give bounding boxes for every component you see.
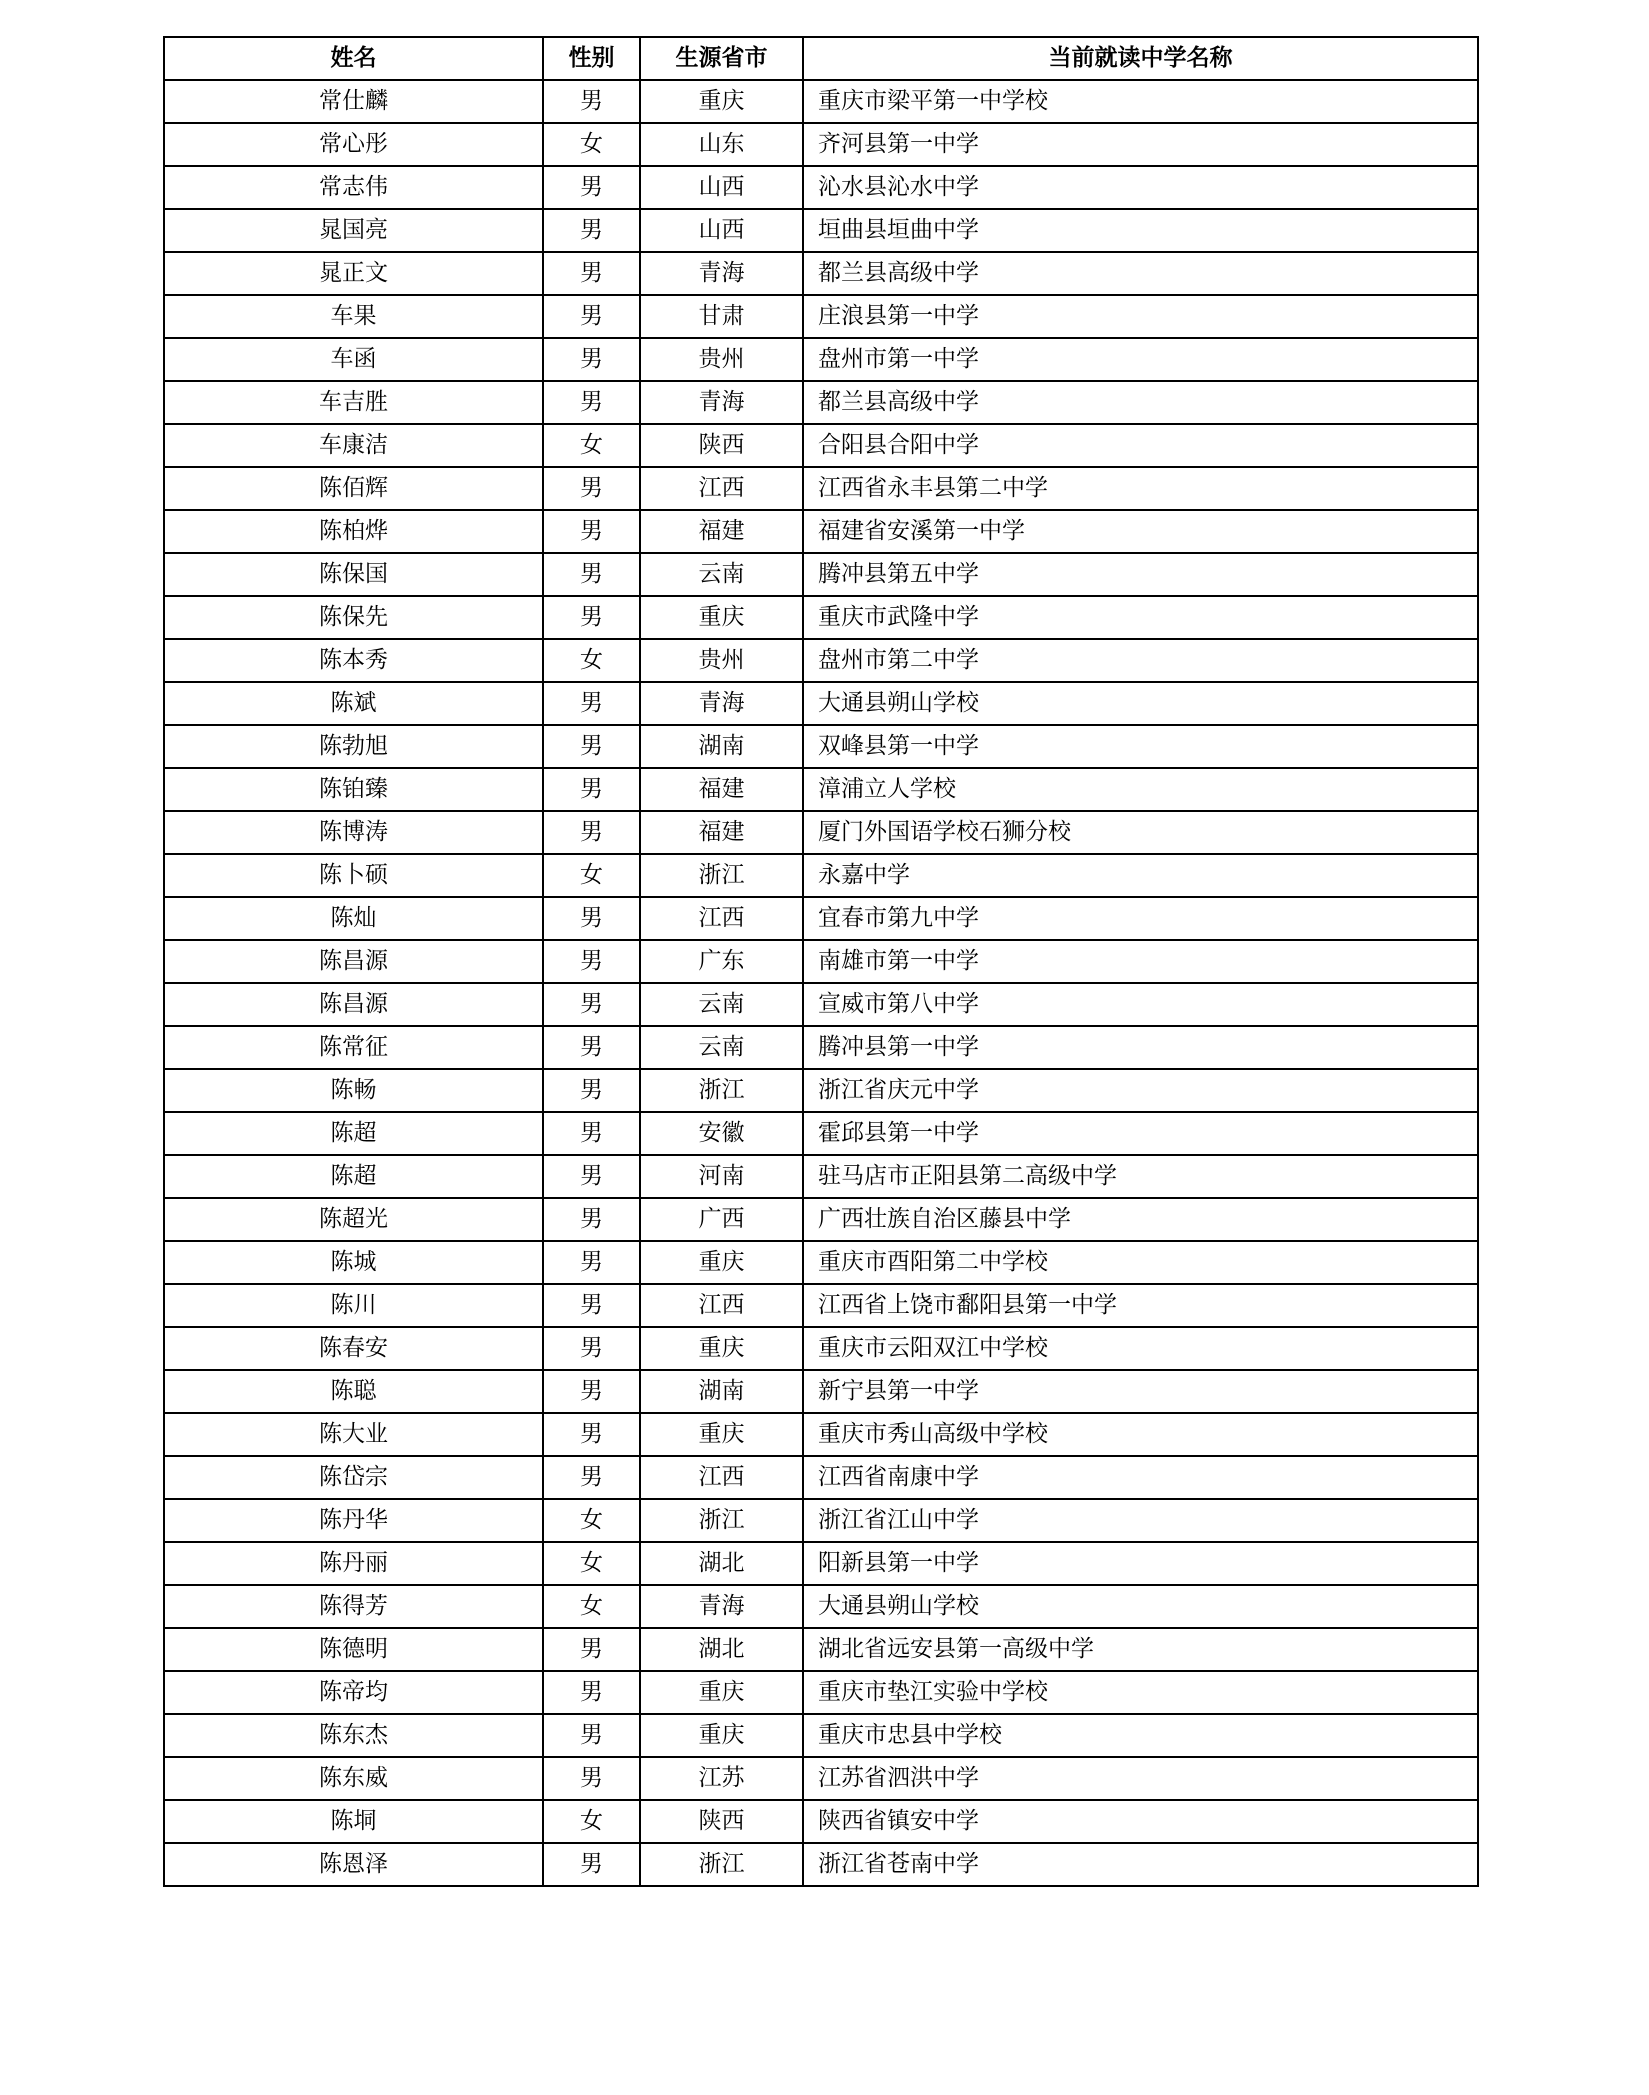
cell-school: 宣威市第八中学 [803, 983, 1478, 1026]
cell-school: 都兰县高级中学 [803, 252, 1478, 295]
table-row [164, 1112, 1478, 1155]
cell-school: 驻马店市正阳县第二高级中学 [803, 1155, 1478, 1198]
header-gender: 性别 [543, 37, 640, 80]
cell-province: 浙江 [640, 1069, 803, 1112]
cell-name: 常心彤 [164, 123, 543, 166]
cell-gender: 男 [543, 338, 640, 381]
cell-province: 重庆 [640, 1413, 803, 1456]
table-row [164, 1413, 1478, 1456]
cell-gender: 男 [543, 596, 640, 639]
cell-name: 陈昌源 [164, 983, 543, 1026]
cell-gender: 男 [543, 510, 640, 553]
table-row [164, 682, 1478, 725]
cell-school: 双峰县第一中学 [803, 725, 1478, 768]
cell-gender: 男 [543, 1628, 640, 1671]
cell-province: 安徽 [640, 1112, 803, 1155]
cell-name: 车函 [164, 338, 543, 381]
table-row [164, 553, 1478, 596]
cell-province: 湖北 [640, 1628, 803, 1671]
table-row [164, 1628, 1478, 1671]
table-row [164, 1714, 1478, 1757]
cell-name: 陈帝均 [164, 1671, 543, 1714]
cell-name: 陈常征 [164, 1026, 543, 1069]
cell-school: 都兰县高级中学 [803, 381, 1478, 424]
cell-name: 陈本秀 [164, 639, 543, 682]
cell-name: 陈勃旭 [164, 725, 543, 768]
cell-name: 晁正文 [164, 252, 543, 295]
cell-name: 陈城 [164, 1241, 543, 1284]
cell-school: 宜春市第九中学 [803, 897, 1478, 940]
cell-name: 陈灿 [164, 897, 543, 940]
cell-name: 陈超 [164, 1112, 543, 1155]
table-row [164, 1327, 1478, 1370]
cell-school: 湖北省远安县第一高级中学 [803, 1628, 1478, 1671]
cell-province: 青海 [640, 381, 803, 424]
cell-gender: 男 [543, 1198, 640, 1241]
table-row [164, 768, 1478, 811]
cell-gender: 男 [543, 80, 640, 123]
cell-province: 广西 [640, 1198, 803, 1241]
cell-province: 江西 [640, 1456, 803, 1499]
table-row [164, 467, 1478, 510]
cell-province: 重庆 [640, 80, 803, 123]
cell-school: 腾冲县第五中学 [803, 553, 1478, 596]
cell-name: 陈铂臻 [164, 768, 543, 811]
cell-school: 漳浦立人学校 [803, 768, 1478, 811]
table-row [164, 166, 1478, 209]
cell-province: 浙江 [640, 1843, 803, 1886]
cell-gender: 女 [543, 1499, 640, 1542]
table-row [164, 1456, 1478, 1499]
cell-province: 贵州 [640, 338, 803, 381]
cell-school: 重庆市忠县中学校 [803, 1714, 1478, 1757]
table-row [164, 940, 1478, 983]
cell-province: 云南 [640, 983, 803, 1026]
cell-school: 浙江省苍南中学 [803, 1843, 1478, 1886]
cell-name: 陈岱宗 [164, 1456, 543, 1499]
cell-school: 重庆市酉阳第二中学校 [803, 1241, 1478, 1284]
header-name: 姓名 [164, 37, 543, 80]
table-row [164, 1671, 1478, 1714]
cell-school: 陕西省镇安中学 [803, 1800, 1478, 1843]
cell-name: 陈昌源 [164, 940, 543, 983]
cell-name: 陈恩泽 [164, 1843, 543, 1886]
cell-school: 重庆市云阳双江中学校 [803, 1327, 1478, 1370]
cell-province: 重庆 [640, 1714, 803, 1757]
cell-school: 盘州市第二中学 [803, 639, 1478, 682]
cell-province: 山西 [640, 209, 803, 252]
cell-name: 陈斌 [164, 682, 543, 725]
cell-province: 湖南 [640, 1370, 803, 1413]
cell-gender: 男 [543, 209, 640, 252]
cell-name: 陈得芳 [164, 1585, 543, 1628]
cell-name: 晁国亮 [164, 209, 543, 252]
cell-gender: 男 [543, 1370, 640, 1413]
table-row [164, 983, 1478, 1026]
table-row [164, 1757, 1478, 1800]
cell-gender: 女 [543, 854, 640, 897]
cell-name: 车吉胜 [164, 381, 543, 424]
table-row [164, 596, 1478, 639]
cell-province: 湖北 [640, 1542, 803, 1585]
cell-gender: 男 [543, 1714, 640, 1757]
cell-name: 陈超 [164, 1155, 543, 1198]
cell-school: 垣曲县垣曲中学 [803, 209, 1478, 252]
table-row [164, 1155, 1478, 1198]
cell-gender: 男 [543, 1069, 640, 1112]
cell-province: 江西 [640, 1284, 803, 1327]
cell-province: 重庆 [640, 1671, 803, 1714]
cell-name: 常仕麟 [164, 80, 543, 123]
cell-name: 陈保先 [164, 596, 543, 639]
header-school: 当前就读中学名称 [803, 37, 1478, 80]
cell-gender: 男 [543, 467, 640, 510]
cell-name: 陈垌 [164, 1800, 543, 1843]
table-row [164, 725, 1478, 768]
cell-gender: 女 [543, 424, 640, 467]
table-row [164, 209, 1478, 252]
cell-gender: 男 [543, 682, 640, 725]
cell-school: 合阳县合阳中学 [803, 424, 1478, 467]
cell-province: 湖南 [640, 725, 803, 768]
cell-school: 福建省安溪第一中学 [803, 510, 1478, 553]
table-row [164, 424, 1478, 467]
cell-province: 重庆 [640, 1241, 803, 1284]
cell-gender: 女 [543, 1542, 640, 1585]
cell-school: 齐河县第一中学 [803, 123, 1478, 166]
cell-name: 陈大业 [164, 1413, 543, 1456]
cell-name: 陈佰辉 [164, 467, 543, 510]
cell-school: 新宁县第一中学 [803, 1370, 1478, 1413]
cell-gender: 男 [543, 381, 640, 424]
table-row [164, 897, 1478, 940]
cell-name: 陈东威 [164, 1757, 543, 1800]
cell-province: 河南 [640, 1155, 803, 1198]
table-row [164, 1843, 1478, 1886]
cell-gender: 男 [543, 1112, 640, 1155]
cell-gender: 男 [543, 897, 640, 940]
cell-province: 云南 [640, 553, 803, 596]
cell-province: 甘肃 [640, 295, 803, 338]
cell-province: 云南 [640, 1026, 803, 1069]
cell-school: 腾冲县第一中学 [803, 1026, 1478, 1069]
cell-gender: 男 [543, 1155, 640, 1198]
cell-province: 浙江 [640, 854, 803, 897]
table-body [164, 80, 1478, 1886]
table-row [164, 381, 1478, 424]
cell-school: 南雄市第一中学 [803, 940, 1478, 983]
table-row [164, 1241, 1478, 1284]
table-row [164, 510, 1478, 553]
cell-school: 盘州市第一中学 [803, 338, 1478, 381]
cell-province: 青海 [640, 252, 803, 295]
cell-school: 江西省南康中学 [803, 1456, 1478, 1499]
table-row [164, 1198, 1478, 1241]
cell-province: 江西 [640, 897, 803, 940]
cell-province: 江西 [640, 467, 803, 510]
cell-name: 陈丹华 [164, 1499, 543, 1542]
cell-gender: 女 [543, 123, 640, 166]
cell-name: 陈丹丽 [164, 1542, 543, 1585]
cell-province: 陕西 [640, 424, 803, 467]
cell-province: 浙江 [640, 1499, 803, 1542]
cell-school: 厦门外国语学校石狮分校 [803, 811, 1478, 854]
cell-gender: 女 [543, 1800, 640, 1843]
cell-name: 陈卜硕 [164, 854, 543, 897]
cell-gender: 男 [543, 1284, 640, 1327]
cell-name: 陈东杰 [164, 1714, 543, 1757]
table-row [164, 1800, 1478, 1843]
table-row [164, 338, 1478, 381]
cell-name: 车果 [164, 295, 543, 338]
table-row [164, 80, 1478, 123]
cell-province: 山东 [640, 123, 803, 166]
cell-name: 陈柏烨 [164, 510, 543, 553]
cell-province: 广东 [640, 940, 803, 983]
cell-gender: 女 [543, 639, 640, 682]
cell-gender: 男 [543, 811, 640, 854]
cell-school: 江西省上饶市鄱阳县第一中学 [803, 1284, 1478, 1327]
cell-gender: 男 [543, 1456, 640, 1499]
cell-gender: 女 [543, 1585, 640, 1628]
cell-gender: 男 [543, 1413, 640, 1456]
table-row [164, 1026, 1478, 1069]
table-row [164, 811, 1478, 854]
cell-school: 阳新县第一中学 [803, 1542, 1478, 1585]
table-row [164, 1585, 1478, 1628]
cell-school: 永嘉中学 [803, 854, 1478, 897]
cell-province: 陕西 [640, 1800, 803, 1843]
cell-gender: 男 [543, 1671, 640, 1714]
cell-gender: 男 [543, 553, 640, 596]
cell-gender: 男 [543, 768, 640, 811]
cell-gender: 男 [543, 1327, 640, 1370]
cell-name: 陈川 [164, 1284, 543, 1327]
table-row [164, 1284, 1478, 1327]
cell-province: 福建 [640, 811, 803, 854]
cell-school: 江苏省泗洪中学 [803, 1757, 1478, 1800]
cell-name: 陈保国 [164, 553, 543, 596]
table-row [164, 639, 1478, 682]
cell-gender: 男 [543, 1026, 640, 1069]
table-header-row [164, 37, 1478, 80]
student-roster-table [163, 36, 1479, 1887]
cell-school: 重庆市垫江实验中学校 [803, 1671, 1478, 1714]
cell-province: 重庆 [640, 596, 803, 639]
cell-gender: 男 [543, 983, 640, 1026]
cell-province: 重庆 [640, 1327, 803, 1370]
cell-province: 江苏 [640, 1757, 803, 1800]
cell-name: 陈博涛 [164, 811, 543, 854]
cell-gender: 男 [543, 1241, 640, 1284]
table-row [164, 1069, 1478, 1112]
table-row [164, 123, 1478, 166]
cell-school: 沁水县沁水中学 [803, 166, 1478, 209]
cell-province: 福建 [640, 510, 803, 553]
cell-school: 重庆市梁平第一中学校 [803, 80, 1478, 123]
cell-province: 贵州 [640, 639, 803, 682]
cell-gender: 男 [543, 1757, 640, 1800]
table-row [164, 295, 1478, 338]
cell-province: 山西 [640, 166, 803, 209]
cell-gender: 男 [543, 166, 640, 209]
cell-gender: 男 [543, 295, 640, 338]
cell-name: 常志伟 [164, 166, 543, 209]
cell-name: 车康洁 [164, 424, 543, 467]
cell-name: 陈德明 [164, 1628, 543, 1671]
table-row [164, 1499, 1478, 1542]
table-row [164, 1370, 1478, 1413]
cell-school: 大通县朔山学校 [803, 1585, 1478, 1628]
cell-school: 广西壮族自治区藤县中学 [803, 1198, 1478, 1241]
cell-province: 福建 [640, 768, 803, 811]
cell-gender: 男 [543, 1843, 640, 1886]
header-province: 生源省市 [640, 37, 803, 80]
cell-gender: 男 [543, 940, 640, 983]
cell-school: 江西省永丰县第二中学 [803, 467, 1478, 510]
cell-school: 浙江省江山中学 [803, 1499, 1478, 1542]
cell-school: 浙江省庆元中学 [803, 1069, 1478, 1112]
cell-name: 陈畅 [164, 1069, 543, 1112]
cell-province: 青海 [640, 1585, 803, 1628]
table-row [164, 1542, 1478, 1585]
cell-province: 青海 [640, 682, 803, 725]
table-row [164, 854, 1478, 897]
cell-name: 陈聪 [164, 1370, 543, 1413]
cell-school: 大通县朔山学校 [803, 682, 1478, 725]
cell-gender: 男 [543, 252, 640, 295]
cell-school: 重庆市武隆中学 [803, 596, 1478, 639]
cell-school: 重庆市秀山高级中学校 [803, 1413, 1478, 1456]
cell-school: 霍邱县第一中学 [803, 1112, 1478, 1155]
cell-school: 庄浪县第一中学 [803, 295, 1478, 338]
table-row [164, 252, 1478, 295]
cell-name: 陈超光 [164, 1198, 543, 1241]
cell-gender: 男 [543, 725, 640, 768]
cell-name: 陈春安 [164, 1327, 543, 1370]
